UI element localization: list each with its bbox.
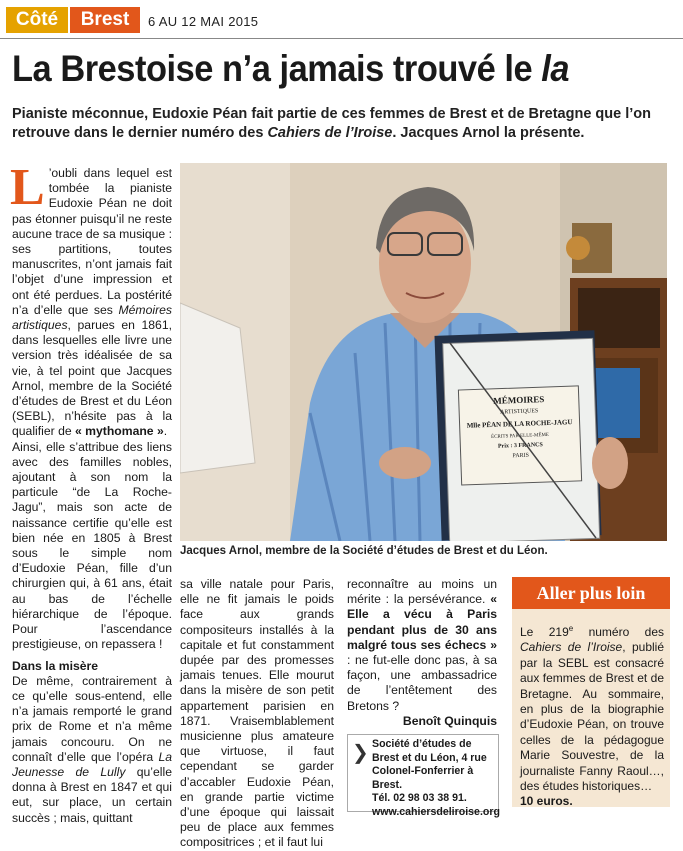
col1-p3-italic: La Jeunesse de Lully [12, 749, 172, 779]
col3-text-b: : ne fut-elle donc pas, à sa façon, une ambassadrice de l’entêtement des Bretons ? [347, 653, 497, 713]
author-signature: Benoît Quinquis [402, 713, 497, 728]
title-italic: la [541, 48, 570, 89]
info-phone: Tél. 02 98 03 38 91. [372, 792, 467, 805]
col1-p3-text-b: qu’elle donna à Brest en 1847 et qui eut, sur place, un certain succès ; mais, quittant [12, 764, 172, 825]
sidebar-price: 10 euros. [520, 794, 573, 809]
article-column-2 [180, 577, 334, 851]
col1-text-c: . [163, 424, 168, 439]
col1-quote: « mythomane » [75, 424, 164, 439]
sidebar-text-c: , publié par la SEBL est consacré aux femmes de Brest et de Bretagne. Au sommaire, en plus de la biographie d’Eudoxie Péan, on trouve celles de la pédagogue Marie Souvestre, de la journaliste Fanny Raoul…, des études historiques… [520, 640, 664, 794]
info-address: Société d’études de Brest et du Léon, 4 rue Colonel-Fonferrier à Brest. [372, 738, 487, 791]
article-photo [180, 163, 667, 541]
drop-cap: L [10, 159, 45, 216]
lead-text-1: Pianiste méconnue, Eudoxie Péan fait partie de ces femmes de Brest et de Bretagne que l’on retrouve dans le dernier numéro des [12, 106, 651, 141]
chevron-right-icon: ❯ [352, 742, 369, 764]
sidebar-text [520, 621, 664, 810]
article-column-3 [347, 577, 497, 729]
photo-illustration [180, 163, 667, 541]
article-title [12, 48, 569, 90]
issue-date: 6 AU 12 MAI 2015 [148, 14, 259, 29]
photo-caption: Jacques Arnol, membre de la Société d’études de Brest et du Léon. [180, 545, 548, 557]
doc-subtitle: ARTISTIQUES [499, 408, 539, 416]
col1-paragraph-2: Ainsi, elle s’attribue des liens avec des familles nobles, ajoutant à son nom la particule “de La Roche-Jagu”, mais son acte de naissance certifie qu’elle est bien née en 1805 à Brest sous le simple nom d’Eudoxie Péan, fille d’un chirurgien qui, à 61 ans, était au bas de l’échelle hiérarchique de l’époque. Pour l’ascendance prestigieuse, on repassera ! [12, 439, 172, 652]
col1-text-a: ’oubli dans lequel est tombée la pianiste Eudoxie Péan ne doit pas étonner puisqu’il ne reste aucune trace de sa musique : ses partitions, toutes manuscrites, n’ont jamais fait l’objet d’une impression et ont été perdues. La postérité n’a d’elle que ses [12, 166, 172, 317]
article-column-1 [10, 159, 172, 826]
col2-text: sa ville natale pour Paris, elle ne fit jamais le poids face aux grands compositeurs installés à la capitale et fut constamment dupée par des promesses jamais tenues. Elle mourut dans la misère de son petit appartement parisien en 1871. Vraisemblablement musicienne plus amateure que virtuose, il faut cependant se garder d’accabler Eudoxie Péan, en grande partie victime d’une époque qui laissait peu de place aux femmes compositrices ; et il faut lui [180, 577, 334, 850]
info-box-text [372, 738, 500, 820]
sidebar-italic: Cahiers de l’Iroise [520, 640, 623, 655]
article-lead [12, 105, 672, 143]
col1-italic: Mémoires artistiques [12, 302, 172, 333]
section-tag-brest: Brest [70, 7, 140, 33]
doc-title: MÉMOIRES [493, 394, 545, 406]
sidebar-heading: Aller plus loin [512, 577, 670, 609]
lead-text-2: . Jacques Arnol la présente. [392, 125, 585, 141]
title-main: La Brestoise n’a jamais trouvé le [12, 48, 542, 89]
col1-text-b: , parues en 1861, dans lesquelles elle livre une version très idéalisée de sa vie, à tel point que Jacques Arnol, membre de la Société d’études de Brest et du Léon (SEBL), n’hésite pas à la qualifier de [12, 318, 172, 439]
section-tag-cote: Côté [6, 7, 68, 33]
col3-quote: « Elle a vécu à Paris pendant plus de 30 ans malgré tous ses échecs » [347, 592, 497, 652]
col3-text-a: reconnaître au moins un mérite : la persévérance. [347, 577, 497, 607]
doc-name: Mlle PÉAN DE LA ROCHE-JAGU [466, 418, 573, 430]
sidebar-text-a: Le 219 [520, 625, 569, 639]
col1-p3-text-a: De même, contrairement à ce qu’elle sous-entend, elle n’a jamais remporté le grand prix de Rome et n’a même jamais concouru. On ne connaît d’elle que l’opéra [12, 673, 172, 764]
sidebar-text-b: numéro des [573, 625, 664, 639]
header-divider [0, 38, 683, 39]
info-website[interactable]: www.cahiersdeliroise.org [372, 805, 500, 818]
doc-city: PARIS [512, 452, 530, 460]
lead-italic: Cahiers de l’Iroise [267, 125, 393, 141]
subheading: Dans la misère [12, 658, 99, 673]
doc-price: Prix : 3 FRANCS [497, 442, 543, 450]
sidebar-sup: e [568, 624, 574, 633]
doc-line1: ÉCRITS PAR ELLE-MÊME [491, 432, 550, 440]
